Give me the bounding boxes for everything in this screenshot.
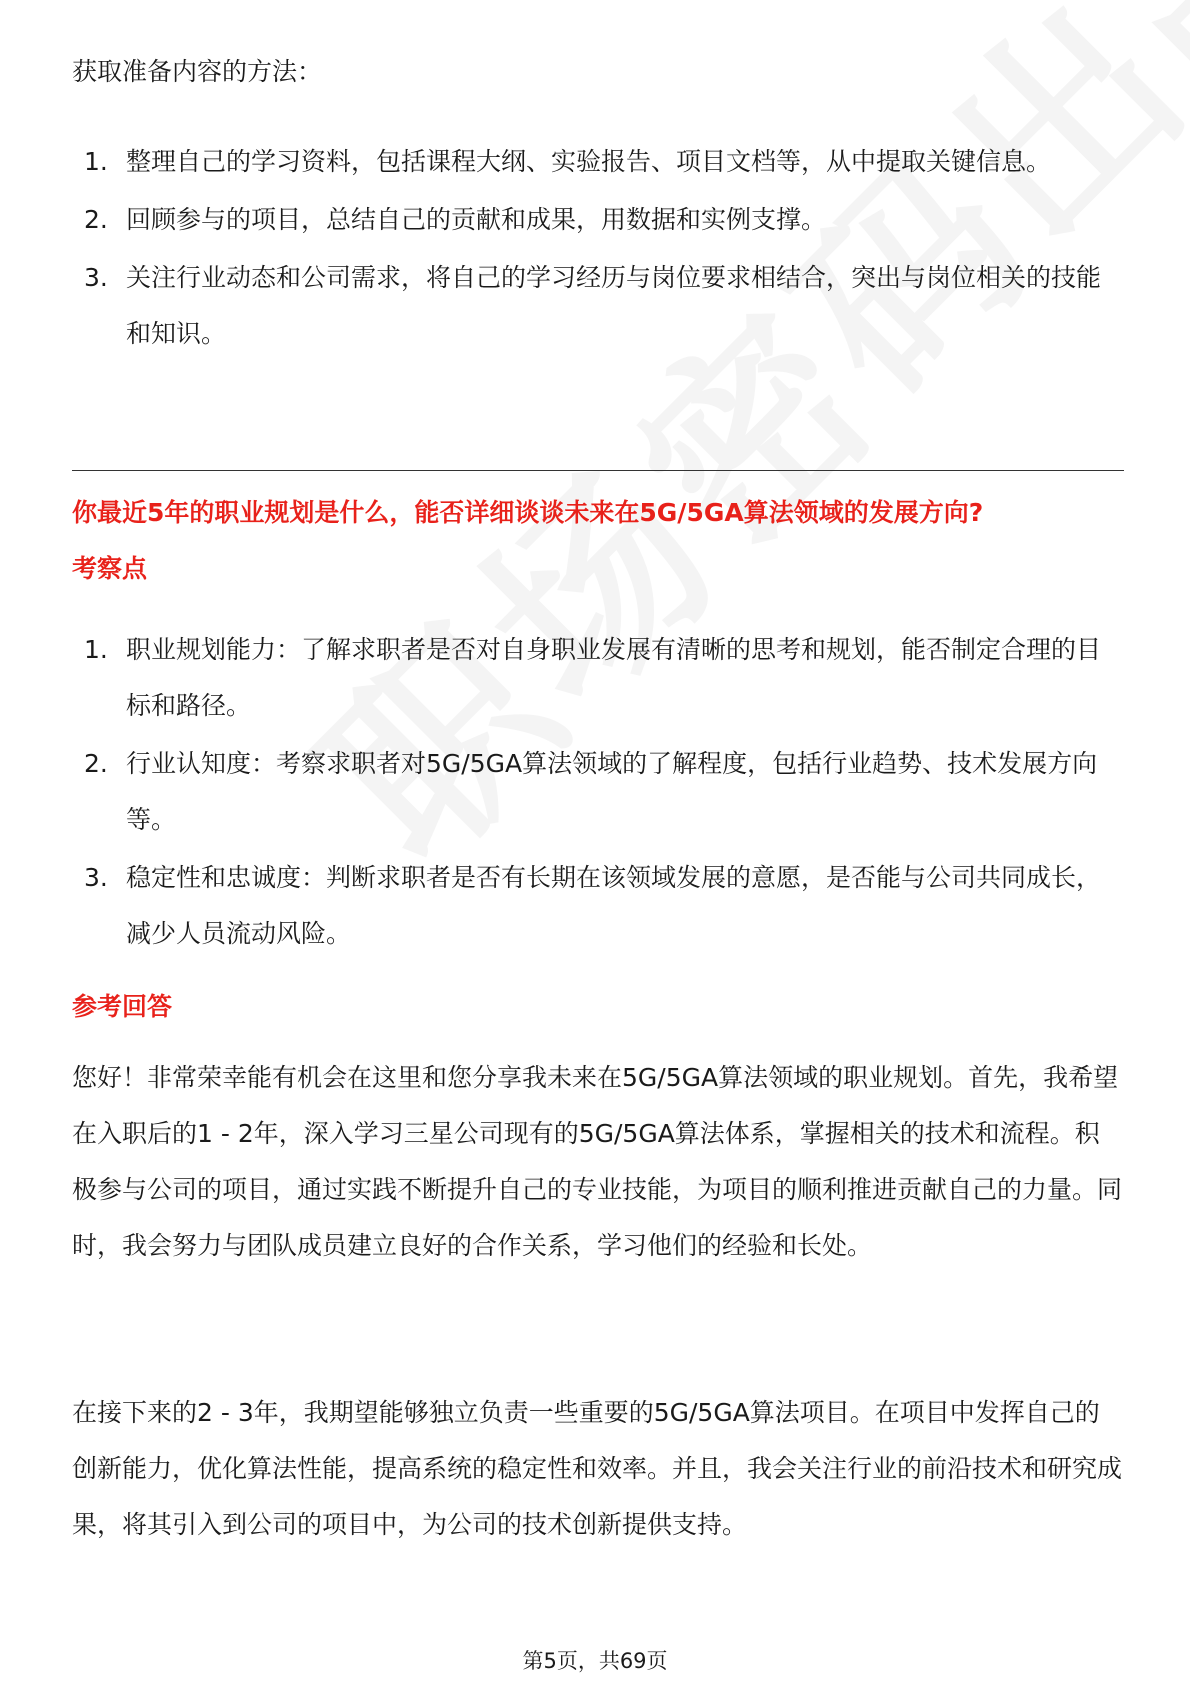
assessment-list	[72, 622, 1122, 964]
intro-heading: 获取准备内容的方法：	[72, 57, 323, 86]
list-number: 1.	[84, 635, 108, 664]
page-number: 第5页，共69页	[522, 1649, 668, 1673]
list-item	[72, 850, 1122, 962]
assessment-heading: 考察点	[72, 554, 148, 583]
list-item-text: 关注行业动态和公司需求，将自己的学习经历与岗位要求相结合，突出与岗位相关的技能和知识。	[126, 263, 1102, 348]
list-item-text: 稳定性和忠诚度：判断求职者是否有长期在该领域发展的意愿，是否能与公司共同成长，减少人员流动风险。	[126, 863, 1102, 948]
list-number: 1.	[84, 147, 108, 176]
list-item-text: 回顾参与的项目，总结自己的贡献和成果，用数据和实例支撑。	[126, 205, 827, 234]
list-number: 3.	[84, 863, 108, 892]
list-item	[72, 736, 1122, 848]
list-item	[72, 622, 1122, 734]
list-item	[72, 134, 1122, 190]
list-number: 2.	[84, 205, 108, 234]
list-number: 3.	[84, 263, 108, 292]
list-item	[72, 250, 1122, 362]
list-number: 2.	[84, 749, 108, 778]
list-item-text: 整理自己的学习资料，包括课程大纲、实验报告、项目文档等，从中提取关键信息。	[126, 147, 1052, 176]
reference-answer-heading: 参考回答	[72, 992, 173, 1021]
answer-paragraph: 在接下来的2 - 3年，我期望能够独立负责一些重要的5G/5GA算法项目。在项目中发挥自己的创新能力，优化算法性能，提高系统的稳定性和效率。并且，我会关注行业的前沿技术和研究成果，将其引入到公司的项目中，为公司的技术创新提供支持。	[72, 1398, 1123, 1539]
section-divider	[72, 470, 1124, 471]
answer-paragraph: 您好！非常荣幸能有机会在这里和您分享我未来在5G/5GA算法领域的职业规划。首先，我希望在入职后的1 - 2年，深入学习三星公司现有的5G/5GA算法体系，掌握相关的技术和流程。积极参与公司的项目，通过实践不断提升自己的专业技能，为项目的顺利推进贡献自己的力量。同时，我会努力与团队成员建立良好的合作关系，学习他们的经验和长处。	[72, 1063, 1123, 1260]
interview-question: 你最近5年的职业规划是什么，能否详细谈谈未来在5G/5GA算法领域的发展方向?	[72, 498, 984, 527]
list-item-text: 职业规划能力：了解求职者是否对自身职业发展有清晰的思考和规划，能否制定合理的目标和路径。	[126, 635, 1102, 720]
list-item	[72, 192, 1122, 248]
list-item-text: 行业认知度：考察求职者对5G/5GA算法领域的了解程度，包括行业趋势、技术发展方向等。	[126, 749, 1098, 834]
methods-list	[72, 134, 1122, 364]
